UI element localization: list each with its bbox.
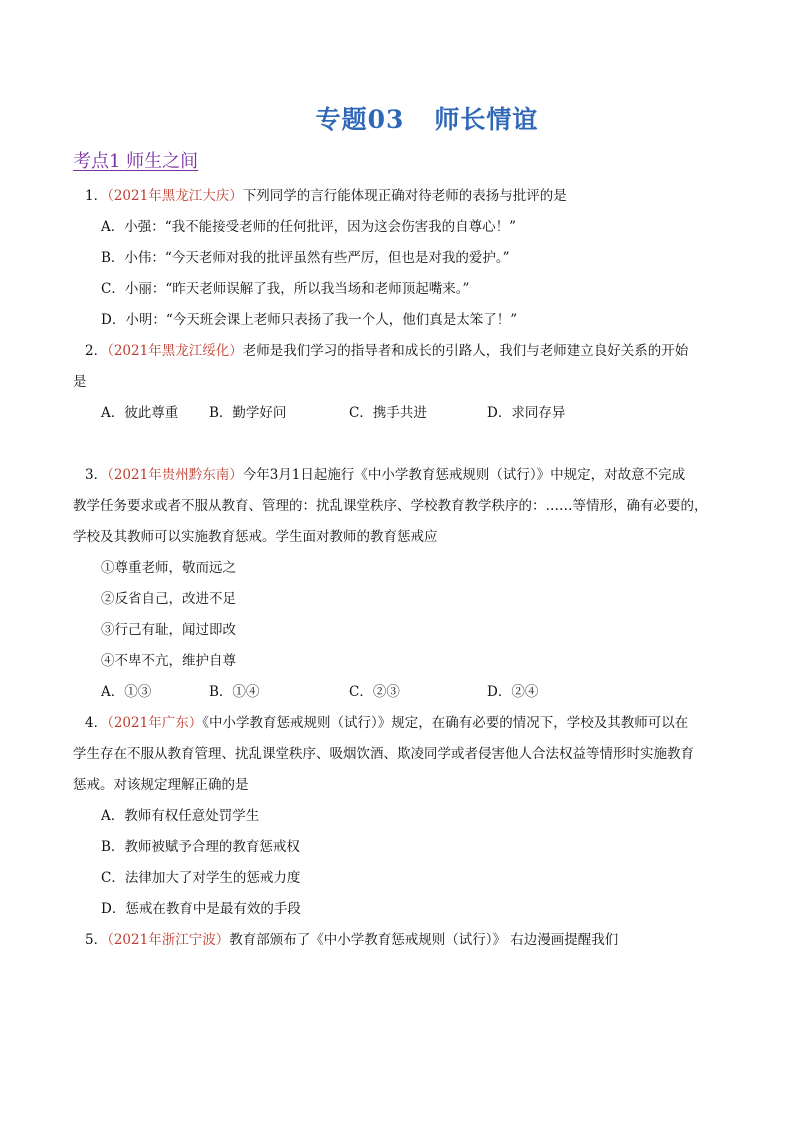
q3-item-4: ④不卑不亢，维护自尊	[101, 653, 236, 669]
page-title	[0, 100, 794, 136]
q4-stem-continuation-1: 学生存在不服从教育管理、扰乱课堂秩序、吸烟饮酒、欺凌同学或者侵害他人合法权益等情形时实施教育	[73, 746, 694, 762]
q2-option-d: D．求同存异	[487, 405, 566, 421]
q3-item-1: ①尊重老师，敬而远之	[101, 560, 236, 576]
question-source: （2021年浙江宁波）	[107, 932, 230, 948]
q1-option-a: A．小强：“我不能接受老师的任何批评，因为这会伤害我的自尊心！”	[101, 219, 517, 235]
question-5	[85, 925, 725, 956]
q2-options	[101, 398, 661, 429]
question-3	[85, 460, 725, 491]
q4-option-b: B．教师被赋予合理的教育惩戒权	[101, 839, 300, 855]
question-stem: 《中小学教育惩戒规则（试行）》规定，在确有必要的情况下，学校及其教师可以在	[202, 715, 689, 731]
q4-option-d: D．惩戒在教育中是最有效的手段	[101, 901, 301, 917]
q1-option-c: C．小丽：“昨天老师误解了我，所以我当场和老师顶起嘴来。”	[101, 281, 470, 297]
question-number: 1．	[85, 188, 108, 204]
q2-stem-continuation: 是	[73, 374, 87, 390]
question-number: 4．	[85, 715, 108, 731]
q3-option-d: D．②④	[487, 684, 539, 700]
question-number: 3．	[85, 467, 108, 483]
question-source: （2021年黑龙江大庆）	[107, 188, 243, 204]
q3-option-a: A．①③	[101, 684, 152, 700]
q2-option-a: A．彼此尊重	[101, 405, 179, 421]
question-stem: 今年3月1日起施行《中小学教育惩戒规则（试行）》中规定，对故意不完成	[242, 467, 686, 483]
q2-option-c: C．携手共进	[349, 405, 427, 421]
question-source: （2021年贵州黔东南）	[107, 467, 243, 483]
q4-stem-continuation-2: 惩戒。对该规定理解正确的是	[73, 777, 249, 793]
question-stem: 下列同学的言行能体现正确对待老师的表扬与批评的是	[242, 188, 567, 204]
q4-option-a: A．教师有权任意处罚学生	[101, 808, 260, 824]
question-number: 2．	[85, 343, 108, 359]
section-heading: 考点1 师生之间	[73, 151, 199, 172]
q2-option-b: B．勤学好问	[209, 405, 287, 421]
title-text: 师长情谊	[434, 105, 539, 134]
q3-option-c: C．②③	[349, 684, 400, 700]
question-source: （2021年广东）	[107, 715, 203, 731]
question-4	[85, 708, 725, 739]
question-source: （2021年黑龙江绥化）	[107, 343, 243, 359]
q3-stem-continuation-1: 教学任务要求或者不服从教育、管理的：扰乱课堂秩序、学校教育教学秩序的：……等情形，确有必要的，	[73, 498, 708, 514]
q1-option-d: D．小明：“今天班会课上老师只表扬了我一个人，他们真是太笨了！”	[101, 312, 518, 328]
q3-item-3: ③行己有耻，闻过即改	[101, 622, 236, 638]
question-stem: 教育部颁布了《中小学教育惩戒规则（试行）》 右边漫画提醒我们	[229, 932, 619, 948]
q1-option-b: B．小伟：“今天老师对我的批评虽然有些严厉，但也是对我的爱护。”	[101, 250, 510, 266]
q3-option-b: B．①④	[209, 684, 260, 700]
q4-option-c: C．法律加大了对学生的惩戒力度	[101, 870, 301, 886]
question-2	[85, 336, 725, 367]
question-stem: 老师是我们学习的指导者和成长的引路人，我们与老师建立良好关系的开始	[242, 343, 689, 359]
q3-item-2: ②反省自己，改进不足	[101, 591, 236, 607]
question-number: 5．	[85, 932, 108, 948]
title-number: 专题03	[315, 105, 405, 134]
q3-options	[101, 677, 661, 708]
question-1	[85, 181, 725, 212]
q3-stem-continuation-2: 学校及其教师可以实施教育惩戒。学生面对教师的教育惩戒应	[73, 529, 438, 545]
